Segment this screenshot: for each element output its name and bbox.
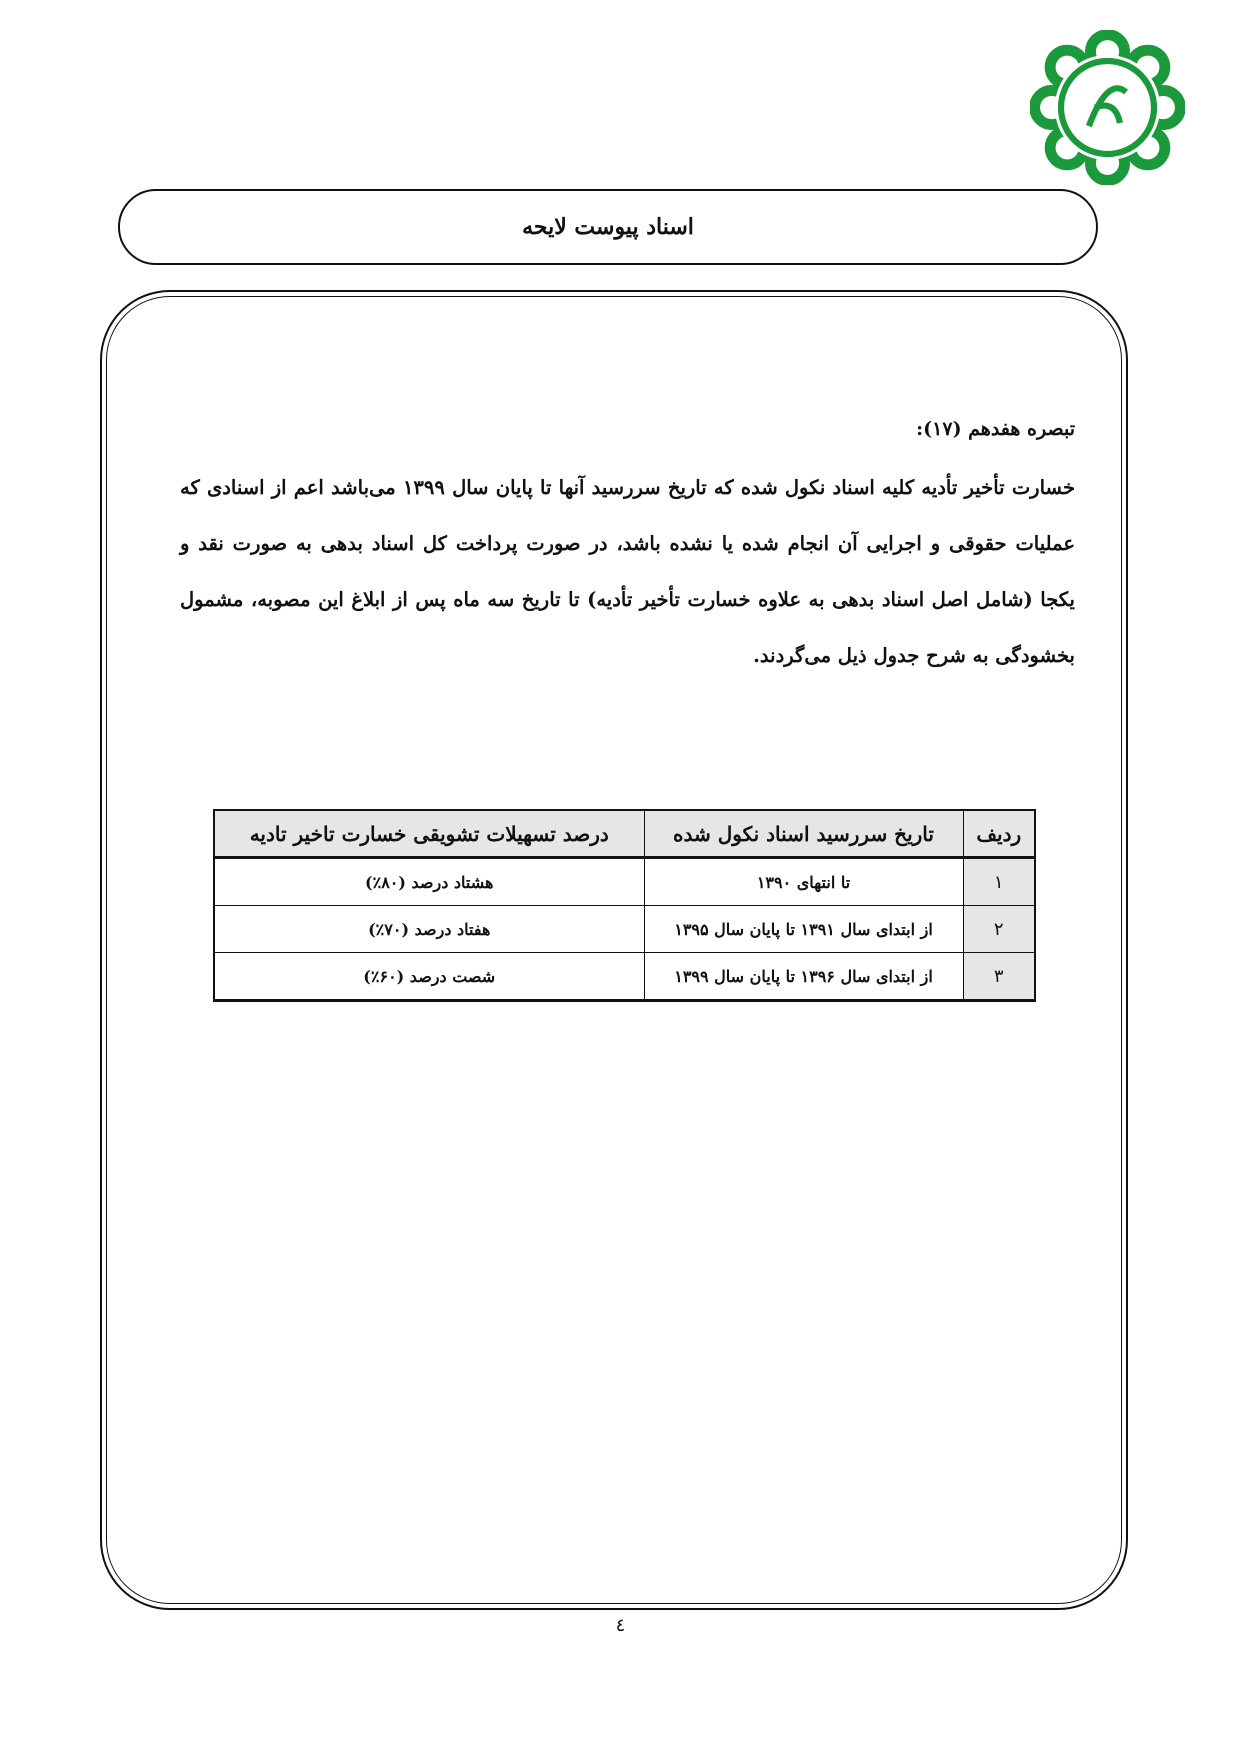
- tehran-municipality-logo: [1030, 30, 1185, 185]
- discount-percent: شصت درصد (۶۰٪): [214, 953, 644, 1001]
- table-row: [214, 906, 1035, 953]
- section-paragraph: خسارت تأخیر تأدیه کلیه اسناد نکول شده که تاریخ سررسید آنها تا پایان سال ۱۳۹۹ می‌باشد اعم از اسنادی که عملیات حقوقی و اجرایی آن انجام شده یا نشده باشد، در صورت پرداخت کل اسناد بدهی به صورت نقد و یکجا (شامل اصل اسناد بدهی به علاوه خسارت تأخیر تأدیه) تا تاریخ سه ماه پس از ابلاغ این مصوبه، مشمول بخشودگی به شرح جدول ذیل می‌گردند.: [180, 476, 1075, 667]
- section-heading: تبصره هفدهم (۱۷):: [916, 418, 1075, 440]
- document-title-box: [118, 189, 1098, 265]
- header-discount-percent: درصد تسهیلات تشویقی خسارت تاخیر تادیه: [214, 810, 644, 858]
- content: [180, 418, 1075, 684]
- due-date: از ابتدای سال ۱۳۹۱ تا پایان سال ۱۳۹۵: [644, 906, 963, 953]
- table-header-row: [214, 810, 1035, 858]
- discount-table: [213, 809, 1036, 1002]
- document-title: اسناد پیوست لایحه: [522, 214, 694, 240]
- row-number: ۱: [963, 858, 1035, 906]
- row-number: ۲: [963, 906, 1035, 953]
- header-row-number: ردیف: [963, 810, 1035, 858]
- header-due-date: تاریخ سررسید اسناد نکول شده: [644, 810, 963, 858]
- due-date: از ابتدای سال ۱۳۹۶ تا پایان سال ۱۳۹۹: [644, 953, 963, 1001]
- discount-percent: هشتاد درصد (۸۰٪): [214, 858, 644, 906]
- page-number: ٤: [615, 1615, 626, 1636]
- discount-percent: هفتاد درصد (۷۰٪): [214, 906, 644, 953]
- row-number: ۳: [963, 953, 1035, 1001]
- table-row: [214, 858, 1035, 906]
- due-date: تا انتهای ۱۳۹۰: [644, 858, 963, 906]
- table-row: [214, 953, 1035, 1001]
